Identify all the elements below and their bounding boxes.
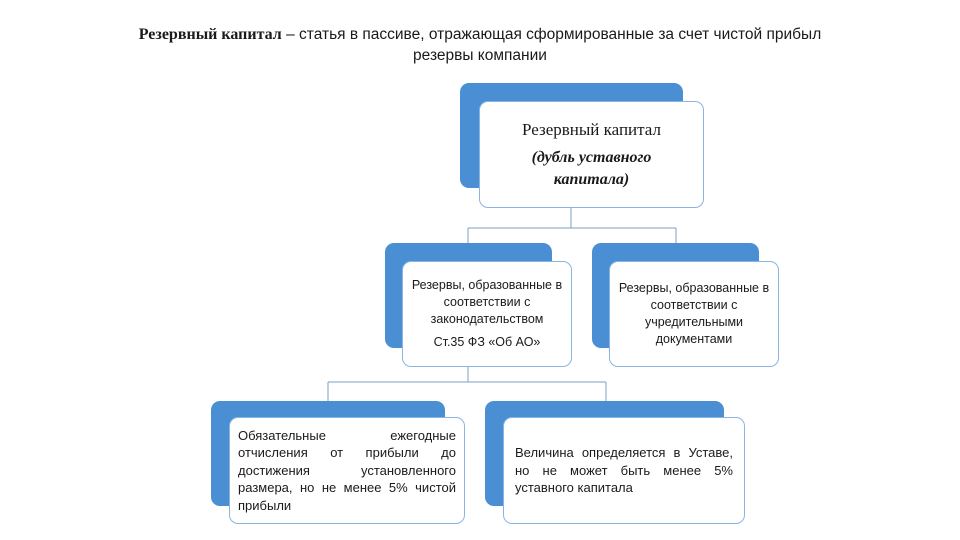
right-leaf-text: Величина определяется в Уставе, но не может быть менее 5% уставного капитала [515, 445, 733, 496]
left-branch-text: Резервы, образованные в соответствии с законодательством [411, 278, 563, 326]
root-node-title: Резервный капитал [522, 119, 661, 139]
heading-definition-line2: резервы компании [413, 47, 547, 64]
left-branch-node [402, 261, 572, 367]
root-node-subtitle: (дубль уставного капитала) [531, 148, 652, 188]
left-leaf-text: Обязательные ежегодные отчисления от прибыли до достижения установленного размера, но не менее 5% чистой прибыли [238, 427, 456, 513]
right-leaf-node [503, 417, 745, 524]
right-branch-node [609, 261, 779, 367]
left-leaf-node [229, 417, 465, 524]
right-branch-text: Резервы, образованные в соответствии с учредительными документами [618, 281, 770, 346]
heading-term: Резервный капитал [138, 26, 282, 43]
root-node [479, 101, 704, 208]
heading-definition: – статья в пассиве, отражающая сформированные за счет чистой прибыл [281, 26, 822, 43]
left-branch-law-note: Ст.35 ФЗ «Об АО» [433, 335, 541, 349]
